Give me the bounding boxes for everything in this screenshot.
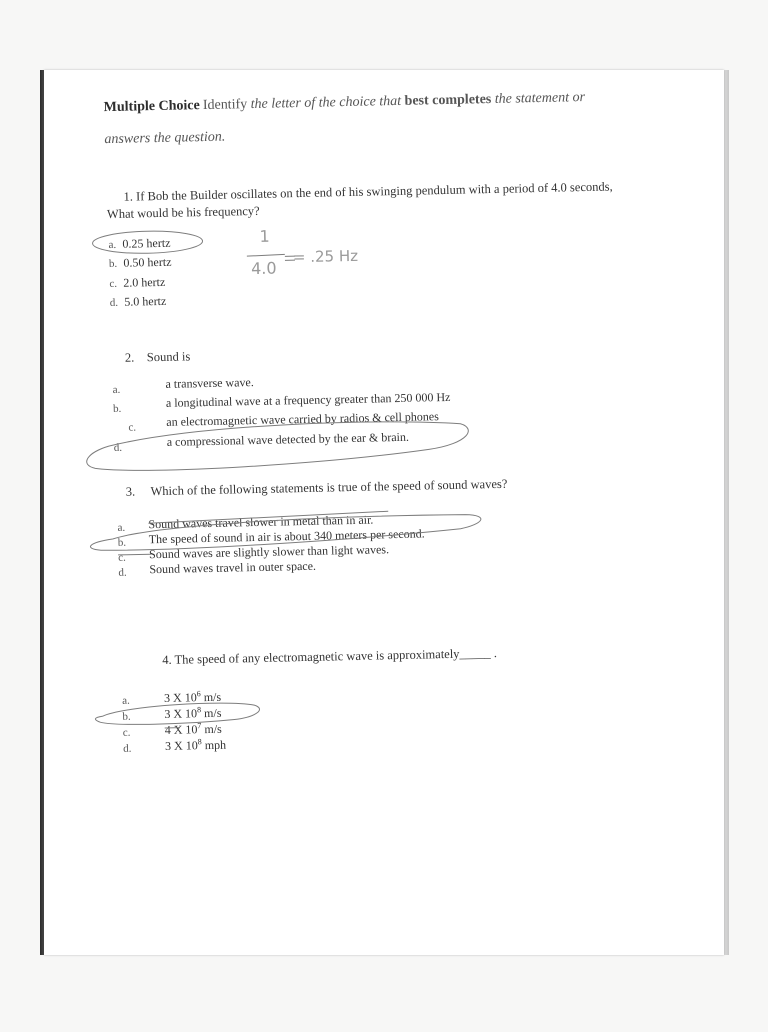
option-c-letter: c. [123, 727, 131, 739]
instructions-part: the letter of the choice that [251, 94, 405, 112]
option-c-letter: c. [128, 422, 136, 434]
answer-circle-q3 [90, 514, 481, 551]
option-c[interactable]: c. 2.0 hertz [109, 275, 165, 291]
question-number: 1. [123, 190, 133, 204]
option-d[interactable]: 3 X $10^8$ mph [165, 737, 226, 754]
work-denominator: 4.0 [251, 259, 277, 279]
work-result: = .25 Hz [293, 247, 358, 266]
option-a[interactable]: 3 X $10^6$ m/s [164, 689, 221, 706]
option-c[interactable]: Sound waves are slightly slower than light waves. [149, 542, 389, 562]
option-b-letter: b. [122, 711, 130, 723]
option-b[interactable]: The speed of sound in air is about 340 meters per second. [149, 526, 425, 547]
option-b[interactable]: b. 0.50 hertz [109, 255, 172, 271]
option-d[interactable]: a compressional wave detected by the ear & brain. [167, 430, 409, 450]
question-number: 3. [126, 485, 136, 499]
instructions-end: the statement or [491, 90, 585, 107]
option-b[interactable]: 3 X $10^8$ m/s [164, 705, 221, 722]
option-a-letter: a. [113, 384, 121, 396]
question-text: Which of the following statements is true of the speed of sound waves? [150, 477, 507, 498]
option-d-letter: d. [114, 442, 122, 454]
option-d[interactable]: Sound waves travel in outer space. [149, 559, 316, 577]
answer-circle-q1 [92, 230, 202, 254]
option-d-letter: d. [118, 567, 126, 579]
question-1-line-2: What would be his frequency? [107, 204, 260, 222]
option-d-letter: d. [123, 743, 131, 755]
option-a[interactable]: a. 0.25 hertz [108, 236, 170, 252]
option-b-letter: b. [118, 537, 126, 549]
fraction-bar [247, 254, 285, 256]
answer-circle-q2 [86, 420, 469, 472]
answer-circle-q4 [95, 702, 260, 725]
option-a-letter: a. [122, 695, 130, 707]
instructions-bold: best completes [404, 92, 491, 109]
option-a[interactable]: Sound waves travel slower in metal than in air. [148, 513, 373, 533]
option-c[interactable]: an electromagnetic wave carried by radios & cell phones [166, 409, 439, 430]
work-numerator: 1 [259, 227, 270, 246]
option-b-letter: b. [113, 403, 121, 415]
strikethrough-q3c [118, 554, 151, 555]
instructions-line-2: answers the question. [104, 130, 225, 149]
option-c[interactable]: 4 X $10^7$ m/s [165, 721, 222, 738]
option-a[interactable]: a transverse wave. [165, 375, 254, 392]
question-number: 2. [125, 351, 135, 365]
question-text: If Bob the Builder oscillates on the end of his swinging pendulum with a period of 4.0 seconds, [136, 179, 613, 203]
option-b[interactable]: a longitudinal wave at a frequency greater than 250 000 Hz [166, 390, 451, 411]
section-title: Multiple Choice [104, 98, 200, 115]
equals-sign [285, 256, 295, 260]
option-c-letter: c. [118, 552, 126, 564]
option-d[interactable]: d. 5.0 hertz [110, 294, 167, 310]
instructions-identify: Identify [203, 97, 251, 113]
question-text: The speed of any electromagnetic wave is approximately_____ . [174, 646, 497, 667]
question-text: Sound is [147, 349, 191, 364]
question-number: 4. [162, 653, 172, 667]
option-a-letter: a. [117, 522, 125, 534]
